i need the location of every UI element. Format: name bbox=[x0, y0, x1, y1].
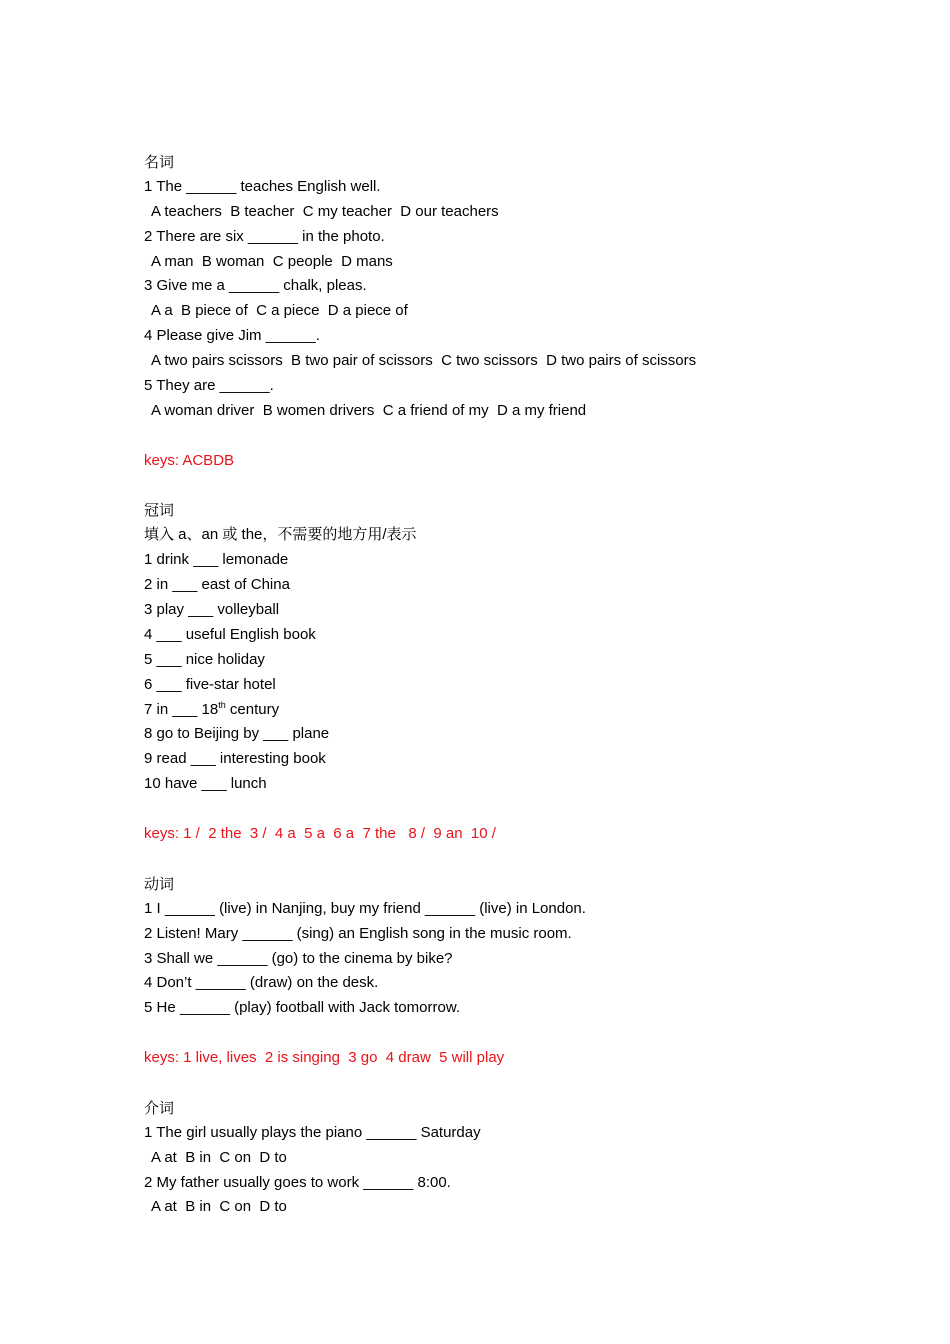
section-heading-nouns: 名词 bbox=[144, 153, 175, 171]
question: 4 Please give Jim ______. bbox=[144, 327, 320, 345]
ordinal-suffix: th bbox=[218, 699, 226, 710]
options: A a B piece of C a piece D a piece of bbox=[151, 302, 408, 320]
question: 3 Give me a ______ chalk, pleas. bbox=[144, 277, 367, 295]
exercise-item: 8 go to Beijing by ___ plane bbox=[144, 725, 330, 743]
section-heading-articles: 冠词 bbox=[144, 501, 175, 520]
options: A man B woman C people D mans bbox=[151, 252, 393, 270]
exercise-item: 9 read ___ interesting book bbox=[144, 750, 326, 768]
exercise-item: 3 Shall we ______ (go) to the cinema by bike? bbox=[144, 949, 453, 967]
spacer bbox=[144, 474, 864, 499]
options: A at B in C on D to bbox=[151, 1198, 287, 1216]
options: A two pairs scissors B two pair of scissors C two scissors D two pairs of scissors bbox=[151, 352, 697, 370]
question: 2 My father usually goes to work ______ 8:00. bbox=[144, 1173, 451, 1191]
exercise-item: 1 I ______ (live) in Nanjing, buy my friend ______ (live) in London. bbox=[144, 899, 586, 917]
item-text: century bbox=[225, 700, 280, 718]
nouns-section bbox=[144, 150, 864, 498]
exercise-item: 4 Don’t ______ (draw) on the desk. bbox=[144, 974, 379, 992]
exercise-item: 2 in ___ east of China bbox=[144, 576, 290, 594]
spacer bbox=[144, 1071, 864, 1096]
spacer bbox=[144, 797, 864, 822]
section-heading-prepositions: 介词 bbox=[144, 1098, 175, 1117]
exercise-item bbox=[144, 698, 864, 723]
worksheet-body bbox=[144, 150, 864, 1220]
question: 1 The girl usually plays the piano ______ Saturday bbox=[144, 1123, 481, 1141]
exercise-item: 5 He ______ (play) football with Jack tomorrow. bbox=[144, 999, 460, 1017]
verbs-section bbox=[144, 872, 864, 1096]
options: A woman driver B women drivers C a friend of my D a my friend bbox=[151, 401, 587, 419]
exercise-item: 4 ___ useful English book bbox=[144, 625, 316, 643]
prepositions-section bbox=[144, 1096, 864, 1220]
exercise-item: 5 ___ nice holiday bbox=[144, 650, 265, 668]
articles-section bbox=[144, 498, 864, 871]
instruction: 填入 a、an 或 the，不需要的地方用/表示 bbox=[144, 526, 417, 544]
answer-keys-verbs: keys: 1 live, lives 2 is singing 3 go 4 draw 5 will play bbox=[144, 1049, 505, 1067]
answer-keys-nouns: keys: ACBDB bbox=[144, 451, 235, 469]
options: A at B in C on D to bbox=[151, 1148, 287, 1166]
question: 5 They are ______. bbox=[144, 377, 274, 395]
question: 2 There are six ______ in the photo. bbox=[144, 227, 385, 245]
spacer bbox=[144, 1021, 864, 1046]
options: A teachers B teacher C my teacher D our teachers bbox=[151, 202, 499, 220]
spacer bbox=[144, 847, 864, 872]
exercise-item: 3 play ___ volleyball bbox=[144, 601, 280, 619]
exercise-item: 1 drink ___ lemonade bbox=[144, 551, 289, 569]
question: 1 The ______ teaches English well. bbox=[144, 177, 381, 195]
item-text: 7 in ___ 18 bbox=[144, 700, 219, 718]
exercise-item: 10 have ___ lunch bbox=[144, 775, 267, 793]
spacer bbox=[144, 424, 864, 449]
answer-keys-articles: keys: 1 / 2 the 3 / 4 a 5 a 6 a 7 the 8 / 9 an 10 / bbox=[144, 825, 496, 843]
exercise-item: 6 ___ five-star hotel bbox=[144, 675, 276, 693]
exercise-item: 2 Listen! Mary ______ (sing) an English song in the music room. bbox=[144, 924, 572, 942]
section-heading-verbs: 动词 bbox=[144, 874, 175, 893]
